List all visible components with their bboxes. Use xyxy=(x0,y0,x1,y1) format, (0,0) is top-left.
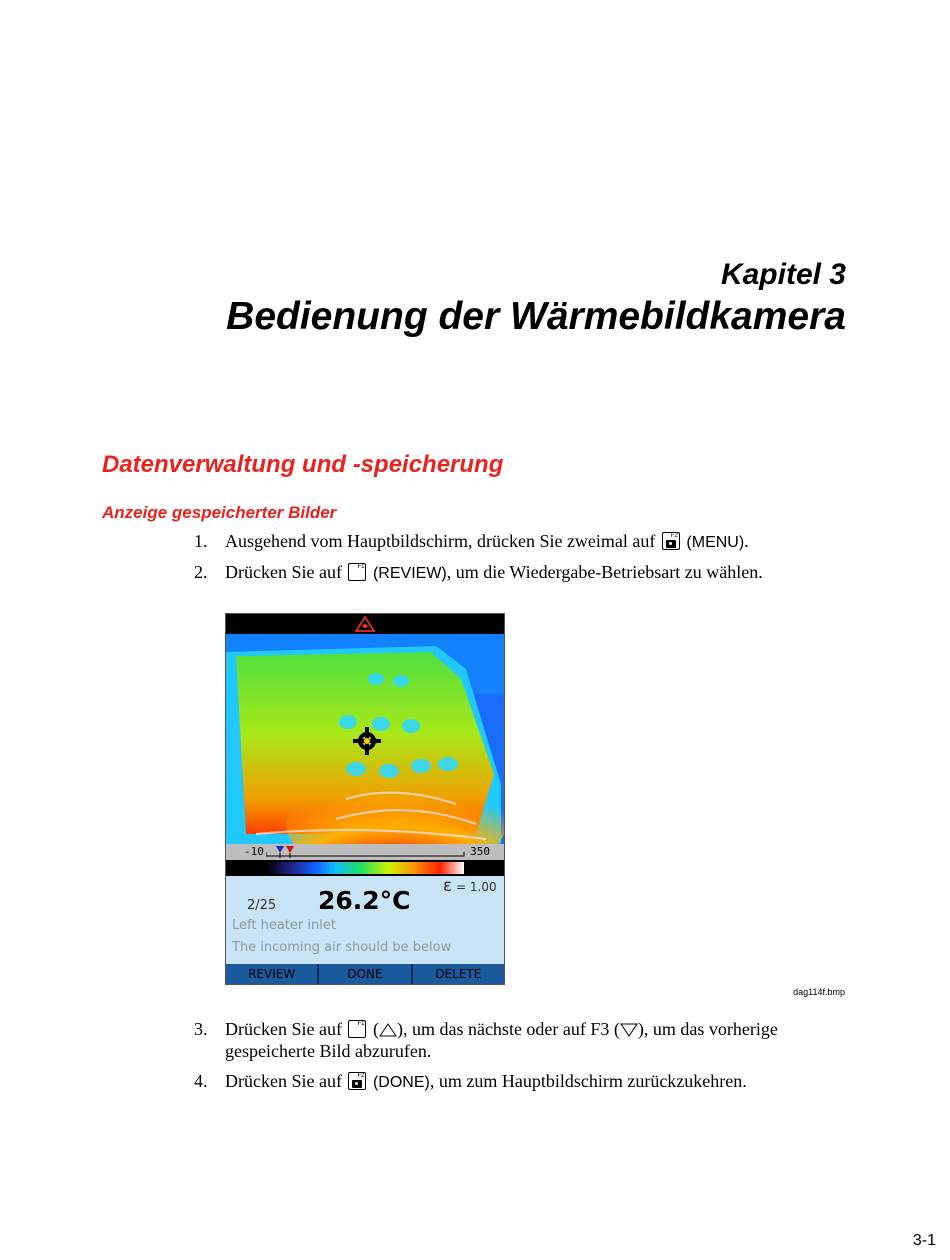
softkey-bar xyxy=(226,964,504,984)
softkey-review[interactable]: REVIEW xyxy=(226,964,319,984)
scale-min: -10 xyxy=(244,845,264,858)
step-number: 1. xyxy=(194,531,208,551)
chapter-label: Kapitel 3 xyxy=(720,258,846,291)
chapter-title: Bedienung der Wärmebildkamera xyxy=(226,295,846,338)
thermal-image xyxy=(226,634,504,844)
laser-warning-icon xyxy=(226,614,504,634)
down-triangle-icon xyxy=(620,1023,638,1037)
step-number: 4. xyxy=(194,1071,208,1091)
f2-key-icon: F2 xyxy=(348,1072,366,1090)
camera-icon xyxy=(666,540,676,548)
temperature-readout: 26.2°C xyxy=(318,886,411,915)
step-text: Ausgehend vom Hauptbildschirm, drücken Sie zweimal auf F2 (MENU). xyxy=(225,531,749,551)
step-number: 2. xyxy=(194,562,208,582)
range-markers-icon xyxy=(266,844,466,860)
up-triangle-icon xyxy=(379,1023,397,1037)
step-3 xyxy=(194,1018,834,1062)
info-panel xyxy=(226,876,504,964)
figure-caption: dag114f.bmp xyxy=(793,987,845,997)
step-number: 3. xyxy=(194,1019,208,1039)
image-counter: 2/25 xyxy=(247,898,277,913)
scale-max: 350 xyxy=(470,845,490,858)
page-number: 3-1 xyxy=(912,1232,936,1249)
step-text: Drücken Sie auf F2 (DONE), um zum Hauptbildschirm zurückzukehren. xyxy=(225,1071,747,1091)
palette-gradient xyxy=(266,862,464,874)
step-text: Drücken Sie auf F1 ( ), um das nächste oder auf F3 ( ), um das vorherige gespeicherte Bild abzurufen. xyxy=(225,1019,778,1061)
softkey-delete[interactable]: DELETE xyxy=(435,967,482,981)
subsection-title: Anzeige gespeicherter Bilder xyxy=(102,503,337,522)
emissivity-readout: ε = 1.00 xyxy=(443,876,497,896)
section-title: Datenverwaltung und -speicherung xyxy=(102,451,504,478)
step-text: Drücken Sie auf F1 (REVIEW), um die Wiedergabe-Betriebsart zu wählen. xyxy=(225,562,763,582)
camera-screen xyxy=(225,613,505,985)
palette-strip xyxy=(226,860,504,876)
camera-icon xyxy=(352,1080,362,1088)
screen-topbar xyxy=(226,614,504,634)
softkey-done[interactable]: DONE xyxy=(319,964,412,984)
f2-key-icon: F2 xyxy=(662,532,680,550)
image-note-line-2: The incoming air should be below xyxy=(232,940,452,955)
f1-key-icon: F1 xyxy=(348,1020,366,1038)
temperature-scale-bar xyxy=(226,844,504,860)
image-note-line-1: Left heater inlet xyxy=(232,918,336,933)
f1-key-icon: F1 xyxy=(348,563,366,581)
